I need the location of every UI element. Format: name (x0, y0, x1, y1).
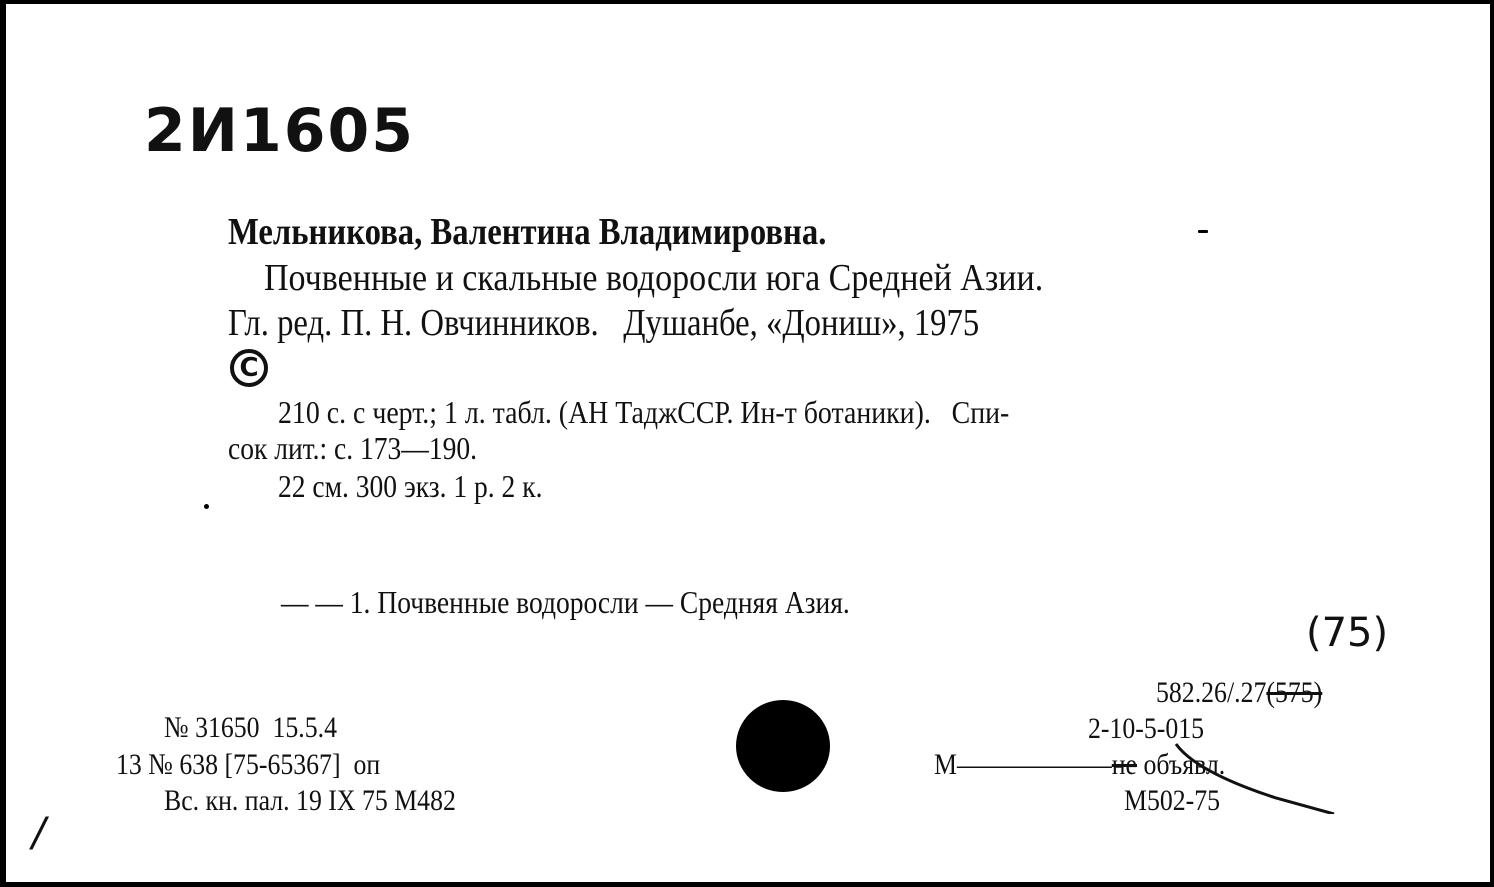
record-line-3: Вс. кн. пал. 19 IX 75 M482 (164, 784, 456, 817)
classification-number: 582.26/.27(575) (1156, 676, 1323, 709)
m-number: M502-75 (1124, 784, 1221, 817)
classification-struck: (575) (1266, 676, 1323, 709)
copyright-icon: C (230, 349, 268, 387)
m-line-struck: не (1111, 748, 1138, 781)
handwritten-note: (75) (1306, 610, 1389, 656)
physical-description-line-2: сок лит.: с. 173—190. (228, 430, 477, 466)
corner-mark: / (32, 810, 46, 856)
title-line-1: Почвенные и скальные водоросли юга Средней Азии. (264, 257, 1044, 299)
ink-speck (1198, 230, 1208, 233)
subject-heading: — — 1. Почвенные водоросли — Средняя Азия. (281, 584, 850, 620)
punch-hole (736, 700, 830, 792)
record-line-1: № 31650 15.5.4 (164, 711, 337, 744)
title-line-2: Гл. ред. П. Н. Овчинников. Душанбе, «Дониш», 1975 (228, 302, 980, 344)
strike-stroke (1156, 724, 1336, 814)
physical-description-line-3: 22 см. 300 экз. 1 р. 2 к. (278, 468, 543, 504)
bbk-code: 2-10-5-015 (1088, 712, 1205, 745)
m-line: M——————не объявл. (934, 748, 1226, 781)
physical-description-line-1: 210 с. с черт.; 1 л. табл. (АН ТаджССР. Ин-т ботаники). Спи- (278, 394, 1010, 430)
ink-speck (204, 504, 209, 509)
record-line-2: 13 № 638 [75-65367] оп (116, 748, 381, 781)
catalog-card (6, 4, 1490, 882)
author-heading: Мельникова, Валентина Владимировна. (228, 211, 827, 253)
handwritten-number: 2И1605 (144, 96, 415, 166)
